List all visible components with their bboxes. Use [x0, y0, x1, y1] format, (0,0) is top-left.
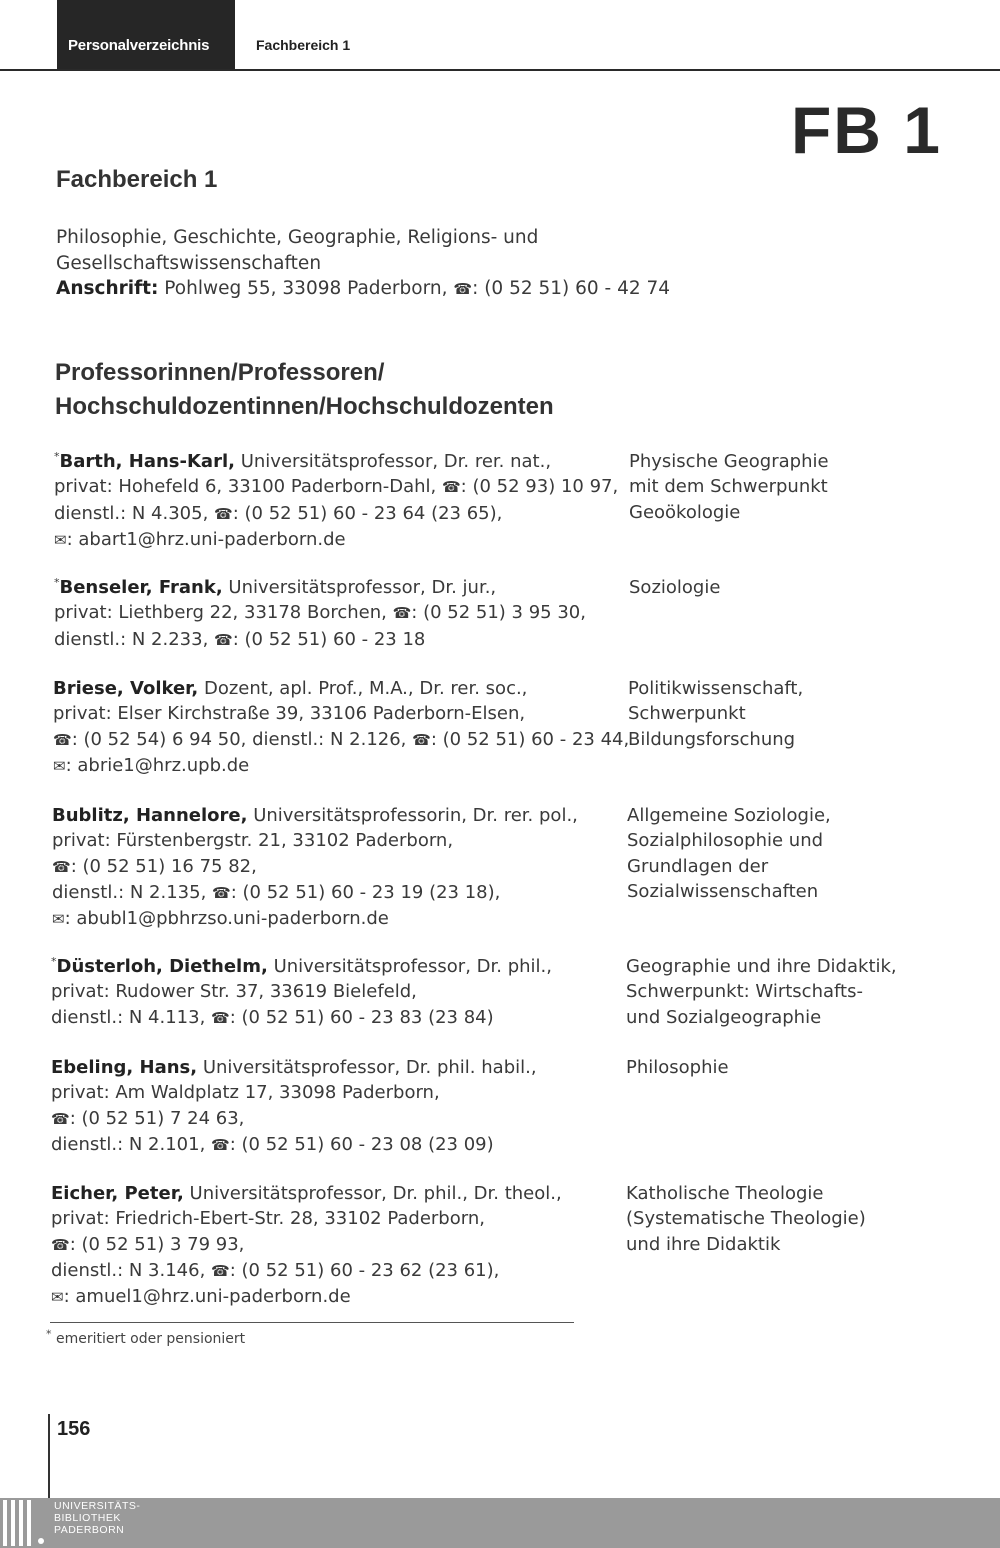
person-name: Düsterloh, Diethelm,: [56, 956, 268, 977]
telephone-icon: ☎: [53, 730, 72, 749]
private-address: privat: Hohefeld 6, 33100 Paderborn-Dahl,: [54, 476, 437, 498]
private-address: privat: Am Waldplatz 17, 33098 Paderborn,: [51, 1082, 440, 1104]
subject-line: mit dem Schwerpunkt: [629, 476, 828, 498]
telephone-icon: ☎: [52, 857, 71, 876]
email-link[interactable]: abubl1@pbhrzso.uni-paderborn.de: [76, 908, 389, 930]
telephone-icon: ☎: [441, 478, 461, 497]
section-marker: FB 1: [790, 93, 942, 167]
private-address: privat: Rudower Str. 37, 33619 Bielefeld,: [51, 981, 417, 1003]
section-heading-line: Hochschuldozentinnen/Hochschuldozenten: [55, 393, 554, 420]
email-icon: ✉: [52, 910, 65, 929]
telephone-icon: ☎: [392, 604, 412, 623]
library-logo-icon: [3, 1500, 31, 1546]
person-title: Universitätsprofessor, Dr. jur.,: [228, 577, 497, 598]
telephone-icon: ☎: [211, 1135, 230, 1154]
logo-line: PADERBORN: [54, 1524, 125, 1536]
person-title: Dozent, apl. Prof., M.A., Dr. rer. soc.,: [203, 678, 528, 699]
email-link[interactable]: amuel1@hrz.uni-paderborn.de: [75, 1286, 351, 1308]
private-phone: (0 52 93) 10 97,: [472, 476, 619, 498]
page-title: Fachbereich 1: [56, 166, 218, 193]
intro-line: Philosophie, Geschichte, Geographie, Religions- und: [56, 227, 539, 248]
telephone-icon: ☎: [211, 1008, 230, 1027]
email-link[interactable]: abart1@hrz.uni-paderborn.de: [78, 528, 346, 550]
subject-line: Grundlagen der: [627, 855, 769, 877]
office-room: dienstl.: N 3.146,: [51, 1259, 206, 1281]
person-title: Universitätsprofessor, Dr. rer. nat.,: [240, 451, 552, 472]
tab-fachbereich: Fachbereich 1: [256, 37, 351, 53]
office-phone: (0 52 51) 60 - 23 62 (23 61),: [241, 1259, 500, 1281]
email-icon: ✉: [51, 1288, 64, 1307]
subject-line: (Systematische Theologie): [626, 1208, 866, 1230]
email-link[interactable]: abrie1@hrz.upb.de: [77, 754, 250, 776]
subject-line: und ihre Didaktik: [626, 1233, 781, 1255]
person-name: Bublitz, Hannelore,: [52, 805, 248, 826]
section-heading-line: Professorinnen/Professoren/: [55, 359, 385, 386]
office-phone: (0 52 51) 60 - 23 08 (23 09): [241, 1133, 494, 1155]
private-address: privat: Liethberg 22, 33178 Borchen,: [54, 602, 387, 624]
footnote-text: emeritiert oder pensioniert: [55, 1331, 246, 1347]
header-rule: [0, 69, 1000, 71]
emeritus-marker: *: [51, 955, 57, 968]
person-name: Eicher, Peter,: [51, 1183, 184, 1204]
telephone-icon: ☎: [214, 630, 233, 649]
office-phone: (0 52 51) 60 - 23 83 (23 84): [241, 1006, 494, 1028]
address-line: Anschrift: Pohlweg 55, 33098 Paderborn, ☎: (0 52 51) 60 - 42 74: [56, 278, 671, 299]
private-phone: (0 52 51) 16 75 82,: [82, 855, 257, 877]
address-text: Pohlweg 55, 33098 Paderborn,: [164, 278, 448, 299]
telephone-icon: ☎: [453, 280, 473, 298]
department-intro: [56, 225, 670, 303]
telephone-icon: ☎: [51, 1235, 70, 1254]
office-phone: (0 52 51) 60 - 23 64 (23 65),: [244, 502, 503, 524]
private-phone: (0 52 54) 6 94 50, dienstl.: N 2.126,: [83, 728, 407, 750]
page-number: 156: [57, 1418, 91, 1440]
footnote: [46, 1327, 246, 1347]
person-name: Briese, Volker,: [53, 678, 199, 699]
office-phone: (0 52 51) 60 - 23 18: [244, 628, 426, 650]
office-room: dienstl.: N 2.135,: [52, 881, 207, 903]
person-name: Ebeling, Hans,: [51, 1057, 198, 1078]
telephone-icon: ☎: [214, 504, 233, 523]
email-icon: ✉: [53, 756, 66, 775]
subject-area: [626, 1055, 946, 1080]
subject-area: [626, 954, 946, 1030]
tab-personalverzeichnis: Personalverzeichnis: [57, 0, 235, 69]
subject-area: [629, 575, 949, 600]
person-title: Universitätsprofessor, Dr. phil.,: [273, 956, 552, 977]
subject-line: Philosophie: [626, 1057, 729, 1078]
subject-line: Allgemeine Soziologie,: [627, 805, 831, 826]
footnote-marker: *: [46, 1327, 52, 1341]
person-title: Universitätsprofessor, Dr. phil. habil.,: [202, 1057, 537, 1078]
subject-area: [628, 676, 948, 752]
section-heading: [55, 356, 554, 424]
private-phone: (0 52 51) 3 95 30,: [423, 602, 586, 624]
subject-area: [627, 803, 947, 904]
private-address: privat: Friedrich-Ebert-Str. 28, 33102 Paderborn,: [51, 1208, 485, 1230]
telephone-icon: ☎: [412, 730, 431, 749]
emeritus-marker: *: [54, 450, 60, 463]
subject-line: Sozialphilosophie und: [627, 830, 824, 852]
intro-line: Gesellschaftswissenschaften: [56, 252, 322, 274]
subject-line: Schwerpunkt: [628, 703, 746, 725]
telephone-icon: ☎: [51, 1109, 70, 1128]
person-title: Universitätsprofessorin, Dr. rer. pol.,: [253, 805, 578, 826]
logo-line: UNIVERSITÄTS-: [54, 1500, 141, 1512]
private-phone: (0 52 51) 3 79 93,: [81, 1233, 245, 1255]
logo-line: BIBLIOTHEK: [54, 1512, 121, 1524]
office-room: dienstl.: N 4.113,: [51, 1006, 206, 1028]
library-footer: [0, 1498, 1000, 1548]
office-phone: (0 52 51) 60 - 23 19 (23 18),: [242, 881, 501, 903]
address-label: Anschrift:: [56, 278, 159, 299]
footnote-divider: [50, 1322, 574, 1323]
subject-area: [629, 449, 949, 525]
address-phone: (0 52 51) 60 - 42 74: [484, 278, 671, 299]
subject-line: Geographie und ihre Didaktik,: [626, 956, 897, 977]
subject-line: Physische Geographie: [629, 451, 829, 472]
emeritus-marker: *: [54, 576, 60, 589]
person-name: Benseler, Frank,: [59, 577, 223, 598]
library-logo-text: [54, 1500, 140, 1536]
page-number-rule: [48, 1414, 50, 1500]
office-room: dienstl.: N 2.233,: [54, 628, 209, 650]
subject-line: Sozialwissenschaften: [627, 880, 819, 902]
office-room: dienstl.: N 2.101,: [51, 1133, 206, 1155]
subject-area: [626, 1181, 946, 1257]
subject-line: Soziologie: [629, 577, 721, 598]
private-address: privat: Fürstenbergstr. 21, 33102 Paderborn,: [52, 830, 454, 852]
telephone-icon: ☎: [211, 1261, 230, 1280]
subject-line: Katholische Theologie: [626, 1183, 824, 1204]
person-title: Universitätsprofessor, Dr. phil., Dr. theol.,: [189, 1183, 562, 1204]
private-address: privat: Elser Kirchstraße 39, 33106 Paderborn-Elsen,: [53, 703, 526, 725]
office-phone: (0 52 51) 60 - 23 44,: [442, 728, 630, 750]
private-phone: (0 52 51) 7 24 63,: [81, 1107, 245, 1129]
office-room: dienstl.: N 4.305,: [54, 502, 209, 524]
subject-line: Politikwissenschaft,: [628, 678, 804, 699]
subject-line: Schwerpunkt: Wirtschafts-: [626, 981, 863, 1003]
subject-line: Bildungsforschung: [628, 728, 796, 750]
library-logo-dot: [38, 1538, 44, 1544]
subject-line: Geoökologie: [629, 501, 741, 523]
email-icon: ✉: [54, 530, 67, 549]
telephone-icon: ☎: [212, 883, 231, 902]
person-name: Barth, Hans-Karl,: [59, 451, 235, 472]
subject-line: und Sozialgeographie: [626, 1006, 822, 1028]
